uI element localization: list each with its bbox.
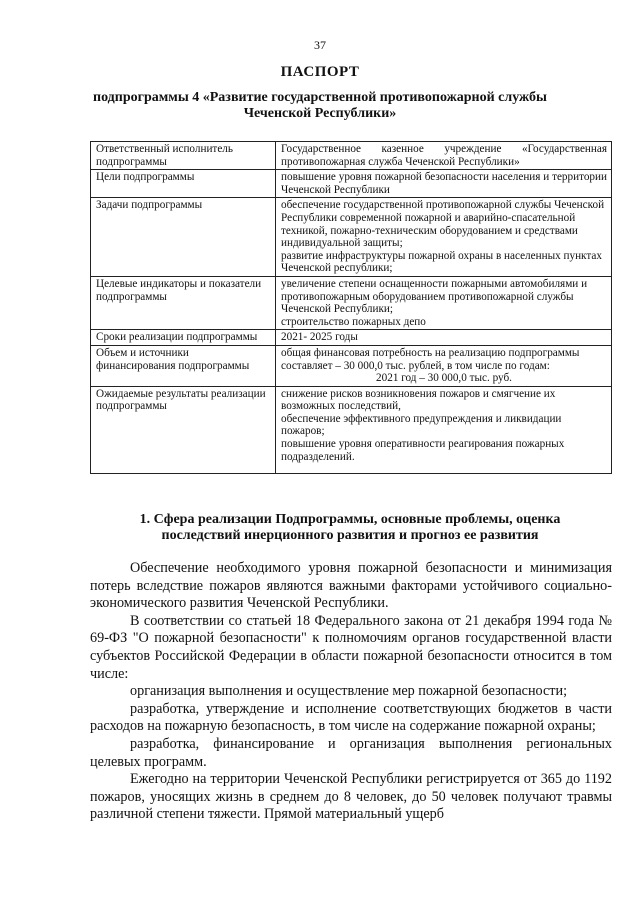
row-value-line: увеличение степени оснащенности пожарными автомобилями и противопожарным оборудованием противопожарной службы Чеченской Республики; (281, 277, 588, 316)
list-item: разработка, финансирование и организация выполнения региональных целевых программ. (90, 735, 612, 770)
row-value (276, 170, 612, 198)
row-value-line: обеспечение эффективного предупреждения и ликвидации пожаров; (281, 412, 562, 438)
row-label: Ожидаемые результаты реализации подпрограммы (91, 386, 276, 473)
row-label: Сроки реализации подпрограммы (91, 330, 276, 346)
row-label: Объем и источники финансирования подпрограммы (91, 345, 276, 386)
row-value-line: повышение уровня оперативности реагирования пожарных подразделений. (281, 438, 565, 463)
page-number: 37 (314, 38, 326, 52)
row-value (276, 276, 612, 329)
row-value (276, 386, 612, 473)
list-item: разработка, утверждение и исполнение соответствующих бюджетов в части расходов на пожарную безопасность, в том числе на содержание пожарной охраны; (90, 700, 612, 735)
row-value-line: общая финансовая потребность на реализацию подпрограммы составляет – 30 000,0 тыс. рублей, в том числе по годам: (281, 346, 580, 372)
row-label: Целевые индикаторы и показатели подпрограммы (91, 276, 276, 329)
section-heading (90, 512, 610, 544)
paragraph: Ежегодно на территории Чеченской Республики регистрируется от 365 до 1192 пожаров, уносящих жизнь в среднем до 8 человек, до 50 человек получают травмы различной степени тяжести. Прямой материальный ущерб (90, 771, 612, 823)
row-value-amount: 2021 год – 30 000,0 тыс. руб. (376, 372, 512, 385)
row-label: Цели подпрограммы (91, 170, 276, 198)
table-row (91, 170, 612, 198)
passport-table (90, 141, 612, 474)
row-value-line: строительство пожарных депо (281, 315, 426, 328)
list-item: организация выполнения и осуществление мер пожарной безопасности; (130, 683, 568, 700)
table-row (91, 386, 612, 473)
paragraph: В соответствии со статьей 18 Федерального закона от 21 декабря 1994 года № 69-ФЗ "О пожарной безопасности" к полномочиям органов государственной власти субъектов Российской Федерации в области пожарной безопасности относится в том числе: (90, 612, 612, 682)
row-value (276, 330, 612, 346)
row-value-line: 2021- 2025 годы (281, 331, 358, 344)
row-value-line: Государственное казенное учреждение «Государственная противопожарная служба Чеченской Республики» (281, 143, 607, 168)
table-row (91, 198, 612, 277)
row-label: Задачи подпрограммы (91, 198, 276, 277)
row-value (276, 198, 612, 277)
row-value-line: обеспечение государственной противопожарной службы Чеченской Республики современной пожарной и аварийно-спасательной техникой, пожарно-техническим оборудованием и средствами индивидуальной защиты; (281, 199, 605, 250)
row-value (276, 345, 612, 386)
row-value-line: развитие инфраструктуры пожарной охраны в населенных пунктах Чеченской республики; (281, 249, 602, 275)
row-value-line: повышение уровня пожарной безопасности населения и территории Чеченской Республики (281, 171, 607, 196)
table-row (91, 345, 612, 386)
table-row (91, 276, 612, 329)
section-heading-line-2: последствий инерционного развития и прогноз ее развития (161, 528, 539, 543)
row-value (276, 142, 612, 170)
table-row (91, 330, 612, 346)
paragraph: Обеспечение необходимого уровня пожарной безопасности и минимизация потерь вследствие пожаров являются важными факторами устойчивого социально-экономического развития Чеченской Республики. (90, 560, 612, 612)
subtitle-line-2: Чеченской Республики» (243, 106, 397, 121)
row-value-line: снижение рисков возникновения пожаров и смягчение их возможных последствий, (281, 387, 556, 413)
subtitle-line-1: подпрограммы 4 «Развитие государственной противопожарной службы (93, 90, 547, 105)
section-heading-line-1: 1. Сфера реализации Подпрограммы, основные проблемы, оценка (139, 512, 561, 527)
passport-subtitle (60, 90, 580, 122)
body-text (90, 560, 612, 824)
table-row (91, 142, 612, 170)
passport-title: ПАСПОРТ (280, 64, 360, 80)
row-label: Ответственный исполнитель подпрограммы (91, 142, 276, 170)
